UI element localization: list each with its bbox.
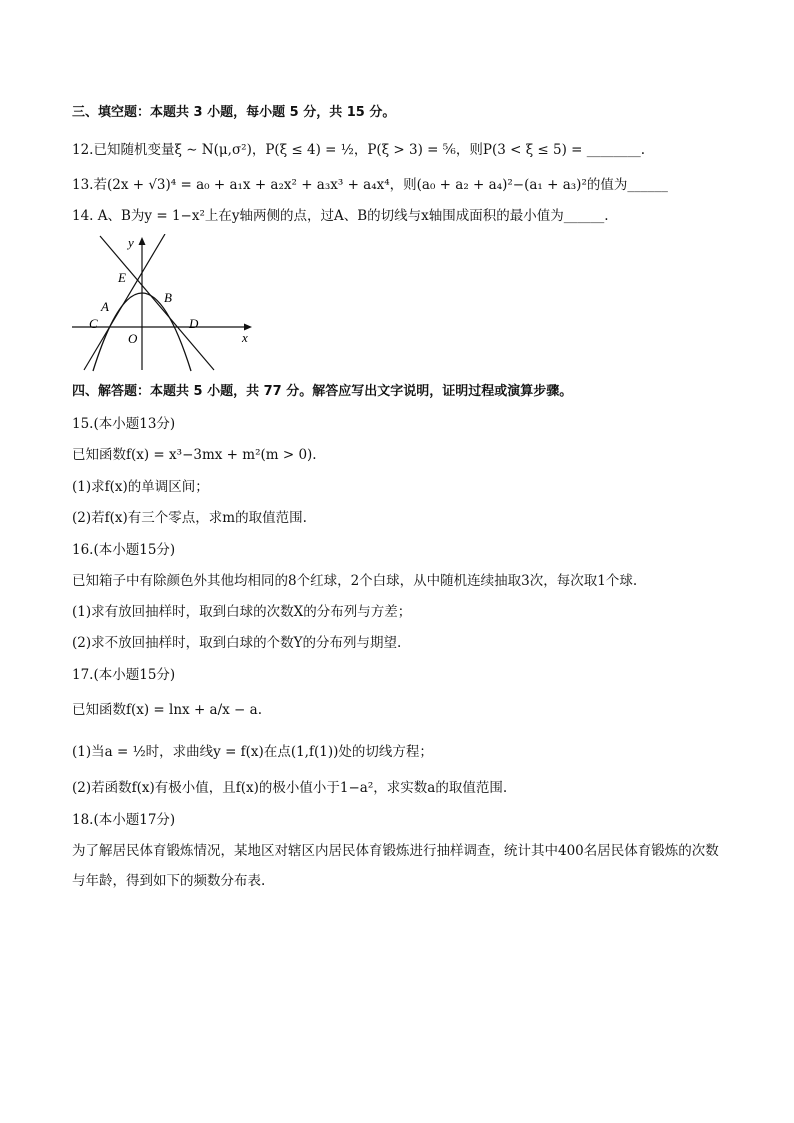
label-a: A [101,299,109,314]
tangent-line-a [84,234,165,370]
question-15-part1: (1)求f(x)的单调区间； [72,479,209,495]
question-18-title: 18.(本小题17分) [72,812,176,828]
question-17-stem: 已知函数f(x) = lnx + a/x − a. [72,702,263,718]
label-y: y [128,235,134,250]
question-18-stem: 为了解居民体育锻炼情况，某地区对辖区内居民体育锻炼进行抽样调查，统计其中400名居民体育锻炼的次数与年龄，得到如下的频数分布表. [72,843,719,889]
tangent-line-b [100,236,214,370]
question-13: 13.若(2x + √3)⁴ = a₀ + a₁x + a₂x² + a₃x³ + a₄x⁴，则(a₀ + a₂ + a₄)²−(a₁ + a₃)²的值为______ [72,177,668,193]
question-15-title: 15.(本小题13分) [72,416,176,432]
section3-heading: 三、填空题：本题共 3 小题，每小题 5 分，共 15 分。 [72,105,396,120]
question-16-title: 16.(本小题15分) [72,542,176,558]
question-17-part2: (2)若函数f(x)有极小值，且f(x)的极小值小于1−a²，求实数a的取值范围. [72,780,508,796]
label-e: E [118,270,126,285]
y-axis-arrow [139,237,146,245]
label-c: C [89,316,98,331]
question-17-part1: (1)当a = ½时，求曲线y = f(x)在点(1,f(1))处的切线方程； [72,744,433,760]
question-16-part2: (2)求不放回抽样时，取到白球的个数Y的分布列与期望. [72,635,402,651]
question-12: 12.已知随机变量ξ ∼ N(μ,σ²)，P(ξ ≤ 4) = ½，P(ξ > 3) = ⅚，则P(3 < ξ ≤ 5) = ________. [72,142,646,158]
label-o: O [128,331,138,346]
question-15-part2: (2)若f(x)有三个零点，求m的取值范围. [72,510,307,526]
question-15-stem: 已知函数f(x) = x³−3mx + m²(m > 0). [72,447,317,463]
label-x: x [242,330,248,345]
label-d: D [189,316,199,331]
question-17-title: 17.(本小题15分) [72,667,176,683]
parabola-tangent-figure [68,234,258,374]
label-b: B [164,290,172,305]
question-14: 14. A、B为y = 1−x²上在y轴两侧的点，过A、B的切线与x轴围成面积的最小值为______. [72,208,609,224]
section4-heading: 四、解答题：本题共 5 小题，共 77 分。解答应写出文字说明，证明过程或演算步骤。 [72,384,573,399]
question-16-stem: 已知箱子中有除颜色外其他均相同的8个红球，2个白球，从中随机连续抽取3次，每次取1个球. [72,573,638,589]
question-16-part1: (1)求有放回抽样时，取到白球的次数X的分布列与方差； [72,604,412,620]
